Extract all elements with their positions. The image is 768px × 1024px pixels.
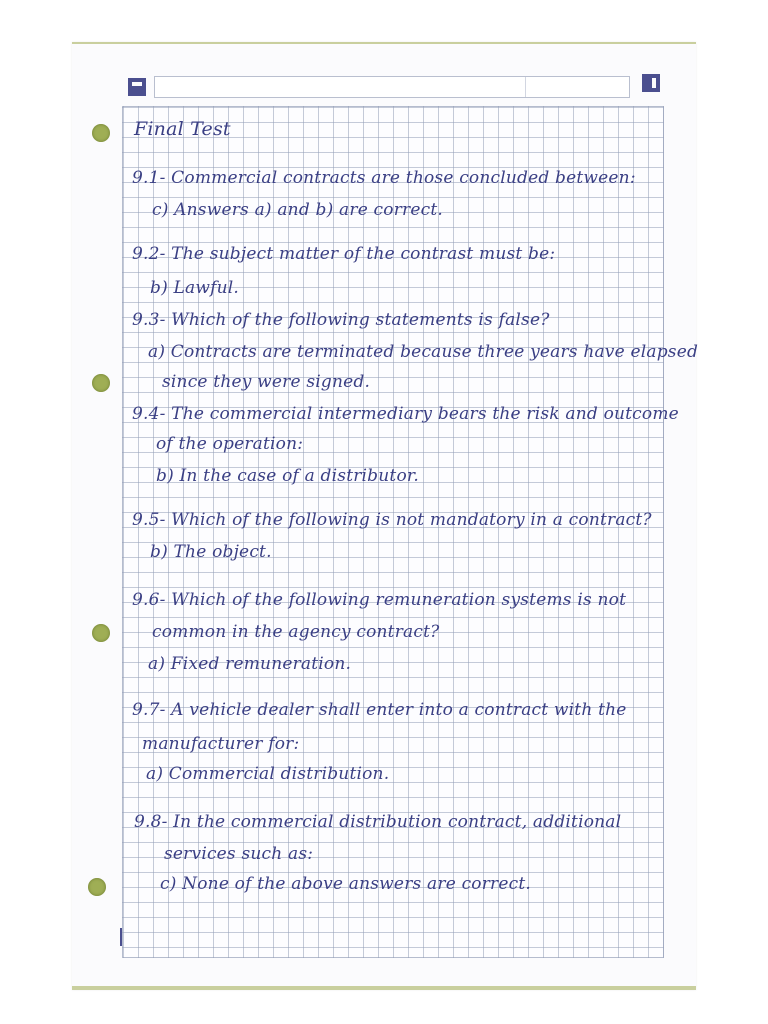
corner-marker-icon [128,78,146,96]
question-text: 9.3- Which of the following statements is false? [132,310,550,330]
binder-hole [92,124,110,142]
answer-text: a) Fixed remuneration. [148,654,352,674]
question-text: manufacturer for: [142,734,300,754]
question-text: 9.7- A vehicle dealer shall enter into a contract with the [132,700,627,720]
binder-hole [92,374,110,392]
binder-hole [92,624,110,642]
answer-text: a) Contracts are terminated because three years have elapsed [148,342,699,362]
answer-text: since they were signed. [162,372,371,392]
binder-hole [88,878,106,896]
question-text: 9.1- Commercial contracts are those concluded between: [132,168,636,188]
question-text: 9.4- The commercial intermediary bears the risk and outcome [132,404,679,424]
page-title: Final Test [134,118,231,140]
corner-marker-icon [642,74,660,92]
question-text: services such as: [164,844,314,864]
header-divider [525,77,526,97]
question-text: of the operation: [156,434,304,454]
answer-text: c) None of the above answers are correct. [160,874,532,894]
question-text: 9.2- The subject matter of the contrast must be: [132,244,556,264]
question-text: 9.6- Which of the following remuneration systems is not [132,590,627,610]
header-field [154,76,630,98]
answer-text: c) Answers a) and b) are correct. [152,200,443,220]
answer-text: b) In the case of a distributor. [156,466,419,486]
answer-text: a) Commercial distribution. [146,764,390,784]
answer-text: b) The object. [150,542,272,562]
question-text: 9.8- In the commercial distribution contract, additional [134,812,622,832]
question-text: common in the agency contract? [152,622,440,642]
question-text: 9.5- Which of the following is not mandatory in a contract? [132,510,652,530]
answer-text: b) Lawful. [150,278,239,298]
